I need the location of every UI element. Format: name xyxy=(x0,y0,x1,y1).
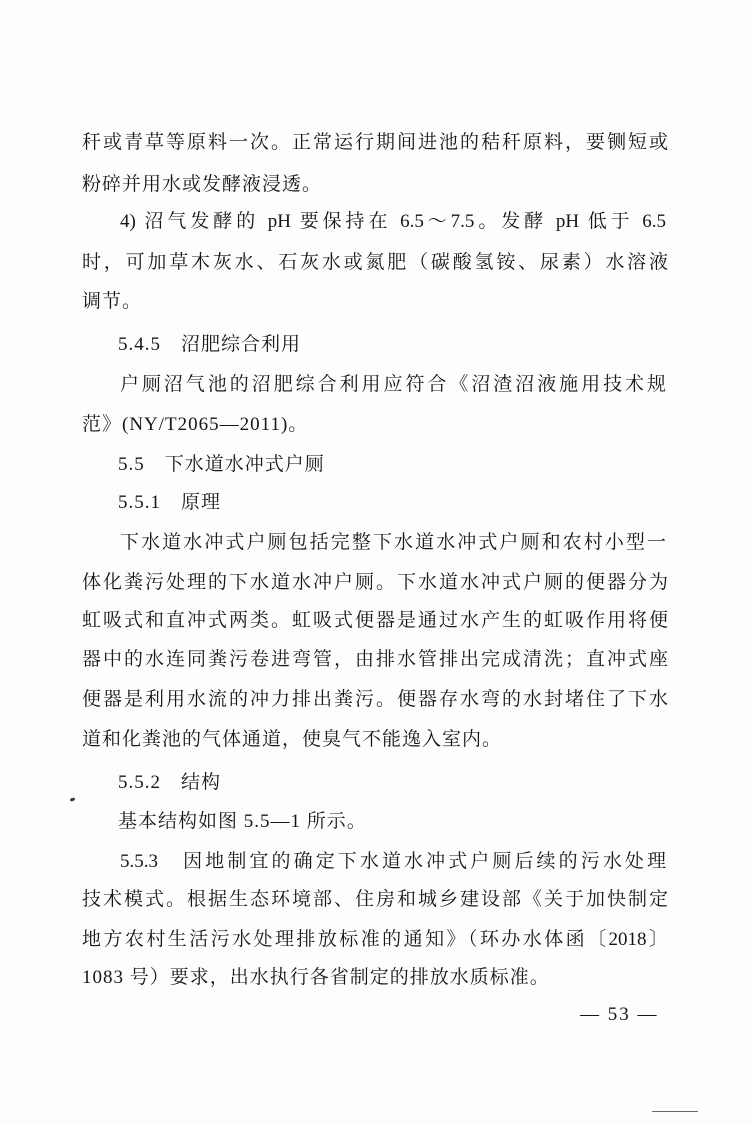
page-number: — 53 — xyxy=(580,1004,659,1025)
section-heading: 5.5.2 结构 xyxy=(118,772,222,793)
text-line: 道和化粪池的气体通道，使臭气不能逸入室内。 xyxy=(82,729,503,750)
text-line: 基本结构如图 5.5—1 所示。 xyxy=(118,811,367,832)
text-line: 4) 沼气发酵的 pH 要保持在 6.5～7.5。发酵 pH 低于 6.5 xyxy=(120,211,666,232)
text-line: 粉碎并用水或发酵液浸透。 xyxy=(82,174,323,195)
section-heading: 5.5.1 原理 xyxy=(118,492,222,513)
text-line: 时，可加草木灰水、石灰水或氮肥（碳酸氢铵、尿素）水溶液 xyxy=(82,252,668,273)
text-line: 虹吸式和直冲式两类。虹吸式便器是通过水产生的虹吸作用将便 xyxy=(82,610,668,631)
text-line: 体化粪污处理的下水道水冲户厕。下水道水冲式户厕的便器分为 xyxy=(82,572,668,593)
text-line: 地方农村生活污水处理排放标准的通知》（环办水体函〔2018〕 xyxy=(82,929,668,950)
section-heading: 5.5 下水道水冲式户厕 xyxy=(118,454,325,475)
scan-line xyxy=(652,1111,698,1112)
scan-speck xyxy=(70,797,76,802)
text-line: 户厕沼气池的沼肥综合利用应符合《沼渣沼液施用技术规 xyxy=(120,374,666,395)
text-line: 秆或青草等原料一次。正常运行期间进池的秸秆原料，要铡短或 xyxy=(82,132,668,153)
text-line: 器中的水连同粪污卷进弯管，由排水管排出完成清洗；直冲式座 xyxy=(82,649,668,670)
section-heading: 5.4.5 沼肥综合利用 xyxy=(118,334,302,355)
text-line: 调节。 xyxy=(82,291,143,312)
text-line: 便器是利用水流的冲力排出粪污。便器存水弯的水封堵住了下水 xyxy=(82,689,668,710)
text-line: 5.5.3 因地制宜的确定下水道水冲式户厕后续的污水处理 xyxy=(120,851,666,872)
text-line: 范》(NY/T2065—2011)。 xyxy=(82,414,309,435)
text-line: 技术模式。根据生态环境部、住房和城乡建设部《关于加快制定 xyxy=(82,889,668,910)
text-line: 下水道水冲式户厕包括完整下水道水冲式户厕和农村小型一 xyxy=(120,532,666,553)
text-line: 1083 号）要求，出水执行各省制定的排放水质标准。 xyxy=(82,967,550,988)
